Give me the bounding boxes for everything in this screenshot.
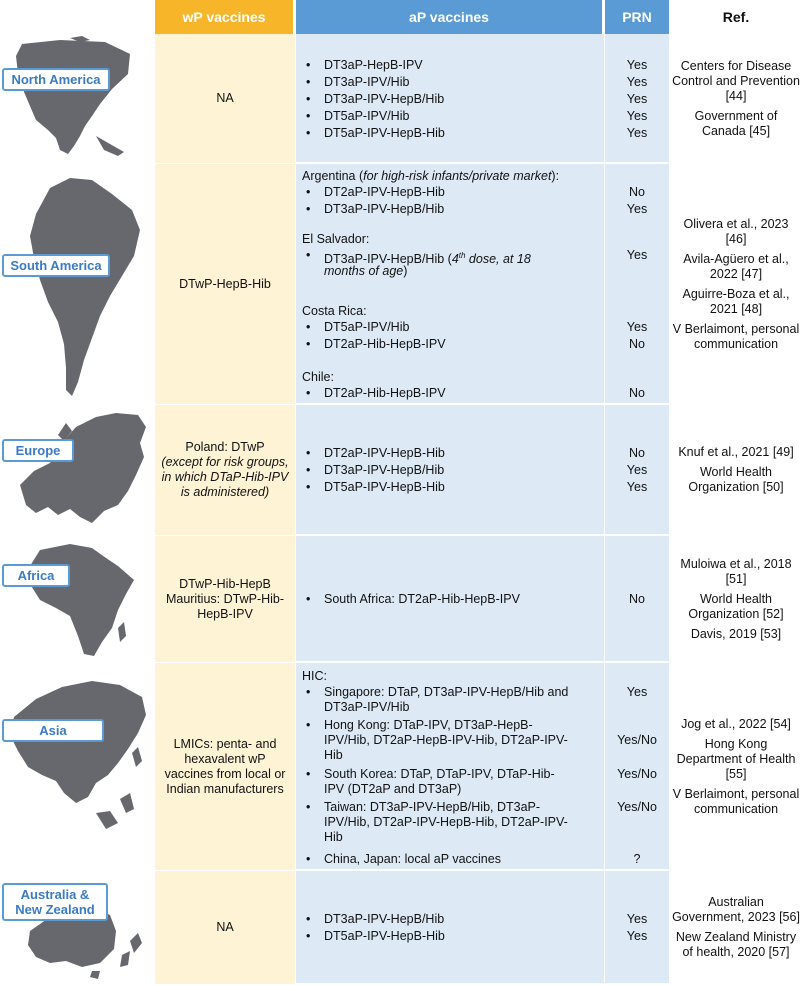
ap-item-cont: DT3aP-IPV/Hib <box>324 700 410 714</box>
wp-cell: NA <box>155 871 295 985</box>
row-asia <box>0 663 800 871</box>
ap-item-cont: IPV/Hib, DT2aP-IPV-HepB-Hib, DT2aP-IPV- <box>324 815 568 829</box>
reference: V Berlaimont, personal communication <box>672 321 800 351</box>
prn-value: No <box>629 446 645 460</box>
ap-item: • DT5aP-IPV/Hib <box>302 320 600 335</box>
prn-value: Yes <box>626 58 648 72</box>
ap-item: • South Africa: DT2aP-Hib-HepB-IPV <box>302 592 600 607</box>
ap-item: • DT5aP-IPV-HepB-Hib <box>302 126 600 141</box>
row-oceania <box>0 871 800 985</box>
ap-item-cont: months of age) <box>324 264 408 278</box>
region-label-north-america: North America <box>2 68 110 91</box>
ref-cell <box>672 405 800 536</box>
ref-cell <box>672 663 800 871</box>
wp-text: Poland: DTwP <box>185 440 265 454</box>
ap-cell <box>296 871 604 985</box>
ap-item: • DT5aP-IPV-HepB-Hib <box>302 929 600 944</box>
prn-value: Yes/No <box>617 767 657 781</box>
prn-value: Yes <box>626 320 648 334</box>
prn-value: No <box>629 592 645 606</box>
map-cell <box>0 871 150 985</box>
ap-cell <box>296 663 604 871</box>
ap-item: • DT3aP-IPV-HepB/Hib <box>302 202 600 217</box>
prn-value: Yes <box>626 463 648 477</box>
ap-item: • DT2aP-IPV-HepB-Hib <box>302 446 600 461</box>
ap-item: • DT3aP-IPV-HepB/Hib (4th dose, at 18 <box>302 248 600 267</box>
prn-value: Yes/No <box>617 733 657 747</box>
region-label-south-america: South America <box>2 254 110 277</box>
ap-item: • South Korea: DTaP, DTaP-IPV, DTaP-Hib- <box>302 767 600 782</box>
wp-cell <box>155 405 295 536</box>
wp-note: (except for risk groups, in which DTaP-Hib-IPV is administered) <box>161 455 289 499</box>
ap-cell <box>296 405 604 536</box>
region-label-asia: Asia <box>2 719 104 742</box>
asia-map <box>0 663 150 871</box>
wp-cell: DTwP-Hib-HepB Mauritius: DTwP-Hib-HepB-IPV <box>155 536 295 663</box>
row-africa <box>0 536 800 663</box>
ap-item: • DT5aP-IPV/Hib <box>302 109 600 124</box>
reference: Government of Canada [45] <box>694 108 778 138</box>
reference: Olivera et al., 2023 [46] <box>683 216 789 246</box>
prn-value: Yes <box>626 126 648 140</box>
wp-cell: LMICs: penta- and hexavalent wP vaccines from local or Indian manufacturers <box>155 663 295 871</box>
ap-item: • DT2aP-IPV-HepB-Hib <box>302 185 600 200</box>
region-label-africa: Africa <box>2 564 70 587</box>
prn-value: Yes/No <box>617 800 657 814</box>
reference: Muloiwa et al., 2018 [51] <box>680 556 792 586</box>
reference: V Berlaimont, personal communication <box>672 786 800 816</box>
reference: Centers for Disease Control and Prevention [44] <box>672 58 800 103</box>
reference: Hong Kong Department of Health [55] <box>676 736 796 781</box>
ap-item: • DT3aP-IPV-HepB/Hib <box>302 912 600 927</box>
map-cell <box>0 536 150 663</box>
reference: Knuf et al., 2021 [49] <box>678 445 794 459</box>
reference: Australian Government, 2023 [56] <box>672 895 800 924</box>
map-cell <box>0 405 150 536</box>
prn-cell <box>605 164 669 405</box>
country-header: Costa Rica: <box>302 304 367 318</box>
ap-item: • DT3aP-HepB-IPV <box>302 58 600 73</box>
ap-item: • China, Japan: local aP vaccines <box>302 852 600 867</box>
header-ref: Ref. <box>722 9 750 25</box>
reference: New Zealand Ministry of health, 2020 [57] <box>675 930 797 959</box>
wp-cell: NA <box>155 34 295 164</box>
region-label-europe: Europe <box>2 439 74 462</box>
header-wp: wP vaccines <box>155 0 295 34</box>
europe-map <box>0 405 150 536</box>
ap-item-cont: IPV (DT2aP and DT3aP) <box>324 782 462 796</box>
prn-cell <box>605 405 669 536</box>
prn-cell <box>605 871 669 985</box>
ap-cell <box>296 536 604 663</box>
reference: Davis, 2019 [53] <box>690 626 782 641</box>
prn-value: Yes <box>626 685 648 699</box>
prn-value: No <box>629 337 645 351</box>
ap-item: • Hong Kong: DTaP-IPV, DT3aP-HepB- <box>302 718 600 733</box>
reference: Avila-Agüero et al., 2022 [47] <box>683 251 789 281</box>
prn-cell <box>605 663 669 871</box>
header-prn: PRN <box>605 0 669 34</box>
ap-item-cont: Hib <box>324 830 343 844</box>
africa-map <box>0 536 150 663</box>
country-header: HIC: <box>302 669 327 683</box>
reference: Aguirre-Boza et al., 2021 [48] <box>682 286 790 316</box>
ap-cell <box>296 34 604 164</box>
prn-value: Yes <box>626 75 648 89</box>
prn-value: Yes <box>626 248 648 262</box>
ap-item-cont: Hib <box>324 748 343 762</box>
country-header: Chile: <box>302 370 334 384</box>
reference: Jog et al., 2022 [54] <box>681 716 791 731</box>
ap-cell <box>296 164 604 405</box>
ap-item: • DT2aP-Hib-HepB-IPV <box>302 386 600 401</box>
ap-item: • Singapore: DTaP, DT3aP-IPV-HepB/Hib and <box>302 685 600 700</box>
north-america-map <box>0 34 150 164</box>
map-cell <box>0 164 150 405</box>
row-europe <box>0 405 800 536</box>
prn-value: Yes <box>626 929 648 943</box>
ref-cell <box>672 536 800 663</box>
wp-cell: DTwP-HepB-Hib <box>155 164 295 405</box>
south-america-map <box>0 164 150 405</box>
ref-cell <box>672 34 800 164</box>
prn-value: Yes <box>626 202 648 216</box>
prn-cell <box>605 34 669 164</box>
prn-value: Yes <box>626 92 648 106</box>
ap-item: • DT3aP-IPV-HepB/Hib <box>302 463 600 478</box>
country-header: El Salvador: <box>302 232 370 246</box>
ap-item: • DT2aP-Hib-HepB-IPV <box>302 337 600 352</box>
ap-item-cont: IPV/Hib, DT2aP-HepB-IPV-Hib, DT2aP-IPV- <box>324 733 568 747</box>
reference: World Health Organization [50] <box>688 465 784 494</box>
ref-cell <box>672 871 800 985</box>
row-south-america <box>0 164 800 405</box>
reference: World Health Organization [52] <box>688 591 784 621</box>
ap-item: • DT3aP-IPV/Hib <box>302 75 600 90</box>
row-north-america <box>0 34 800 164</box>
map-cell <box>0 34 150 164</box>
header-ap: aP vaccines <box>296 0 604 34</box>
map-cell <box>0 663 150 871</box>
prn-value: No <box>629 185 645 199</box>
ref-cell <box>672 164 800 405</box>
prn-value: ? <box>633 852 641 866</box>
prn-value: No <box>629 386 645 400</box>
prn-value: Yes <box>626 109 648 123</box>
country-header: Argentina (for high-risk infants/private market): <box>302 169 560 183</box>
prn-cell <box>605 536 669 663</box>
prn-value: Yes <box>626 480 648 494</box>
prn-value: Yes <box>626 912 648 926</box>
ap-item: • DT5aP-IPV-HepB-Hib <box>302 480 600 495</box>
ap-item: • DT3aP-IPV-HepB/Hib <box>302 92 600 107</box>
ap-item: • Taiwan: DT3aP-IPV-HepB/Hib, DT3aP- <box>302 800 600 815</box>
region-label-oceania: Australia & New Zealand <box>2 883 108 921</box>
